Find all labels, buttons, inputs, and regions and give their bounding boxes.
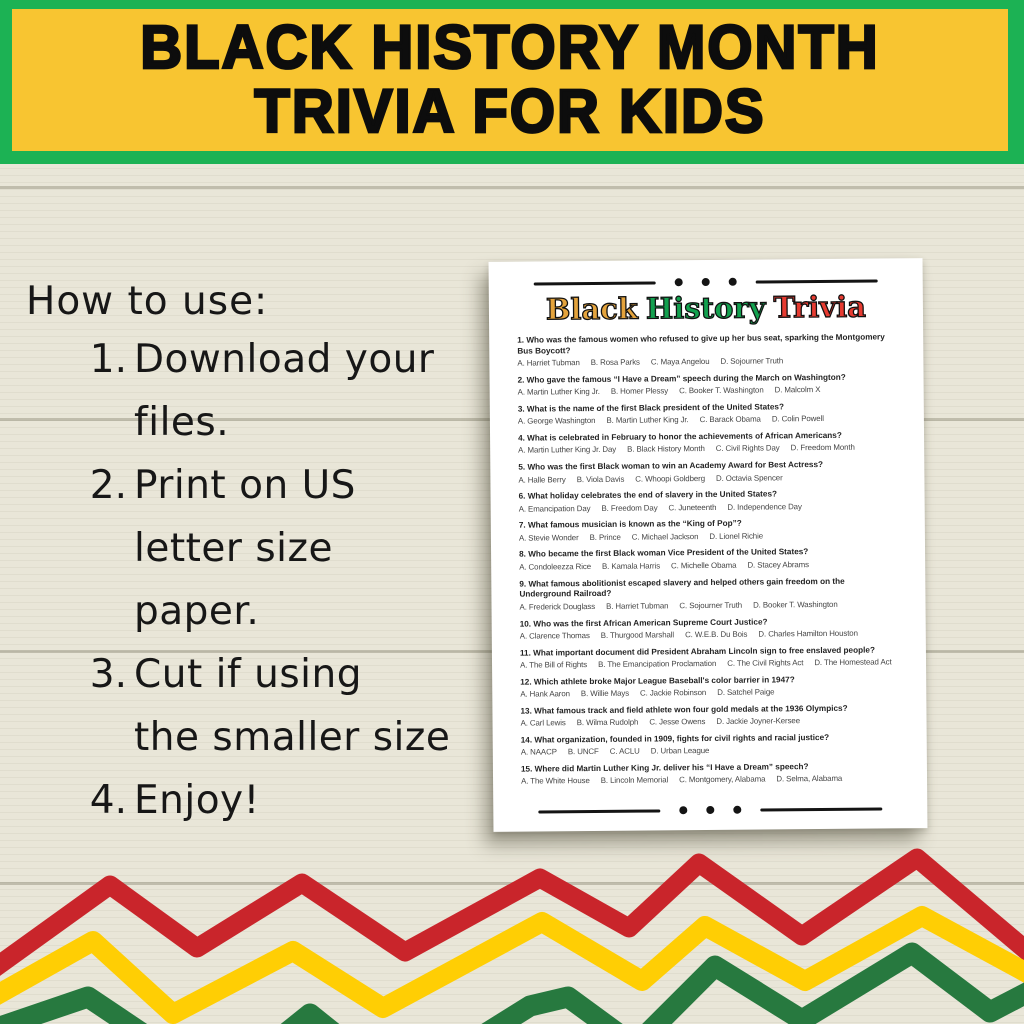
option: A. George Washington bbox=[517, 416, 596, 426]
option: D. Jackie Joyner-Kersee bbox=[716, 716, 801, 727]
question-text: 10. Who was the first African American Supreme Court Justice? bbox=[519, 616, 768, 629]
option: D. Lionel Richie bbox=[709, 531, 764, 541]
option: C. Michelle Obama bbox=[670, 560, 737, 571]
worksheet-paper bbox=[489, 258, 928, 832]
options-row bbox=[517, 356, 895, 370]
ornament-top bbox=[525, 276, 887, 287]
option: A. The White House bbox=[521, 776, 590, 786]
instruction-line: Enjoy! bbox=[134, 778, 260, 823]
instruction-line: letter size bbox=[134, 526, 333, 571]
instruction-lines bbox=[134, 643, 450, 769]
question-text: 6. What holiday celebrates the end of slavery in the United States? bbox=[518, 489, 778, 501]
instruction-item bbox=[26, 328, 496, 454]
instruction-line: files. bbox=[134, 400, 230, 445]
ornament-dot bbox=[733, 806, 741, 814]
option: C. ACLU bbox=[609, 746, 640, 757]
options-row bbox=[518, 385, 896, 399]
ornament-dot bbox=[675, 278, 683, 286]
option: B. Kamala Harris bbox=[601, 561, 661, 571]
options-row bbox=[520, 686, 898, 700]
question-text: 12. Which athlete broke Major League Baseball's color barrier in 1947? bbox=[520, 674, 795, 687]
options-row bbox=[521, 774, 899, 788]
options-row bbox=[519, 501, 897, 515]
option: A. Halle Berry bbox=[518, 474, 566, 485]
option: C. Montgomery, Alabama bbox=[679, 774, 766, 785]
instructions bbox=[26, 276, 496, 832]
option: D. Colin Powell bbox=[771, 414, 824, 424]
ornament-dot bbox=[729, 278, 737, 286]
instruction-line: Download your bbox=[134, 337, 435, 382]
question-block bbox=[519, 576, 897, 613]
instruction-line: Cut if using bbox=[134, 652, 362, 697]
option: B. Willie Mays bbox=[580, 688, 630, 699]
option: A. Condoleezza Rice bbox=[519, 561, 592, 572]
option: B. Prince bbox=[589, 532, 621, 542]
title-banner bbox=[0, 0, 1024, 164]
options-row bbox=[518, 443, 896, 457]
option: A. Martin Luther King Jr. Day bbox=[518, 445, 617, 456]
option: C. Barack Obama bbox=[699, 414, 761, 425]
ornament-dot bbox=[706, 806, 714, 814]
option: D. Malcolm X bbox=[774, 385, 821, 395]
option: D. Freedom Month bbox=[790, 443, 855, 453]
ornament-dot bbox=[702, 278, 710, 286]
option: A. Frederick Douglass bbox=[519, 601, 596, 612]
question-text: 1. Who was the famous women who refused to give up her bus seat, sparking the Montgomery Bus Boycott? bbox=[517, 332, 885, 356]
options-row bbox=[519, 559, 897, 573]
instruction-number: 3. bbox=[89, 652, 127, 697]
instruction-line: paper. bbox=[134, 589, 260, 634]
option: D. Independence Day bbox=[727, 501, 802, 512]
question-block bbox=[520, 616, 898, 642]
option: C. Jesse Owens bbox=[649, 717, 706, 727]
option: A. NAACP bbox=[520, 747, 557, 757]
question-text: 13. What famous track and field athlete won four gold medals at the 1936 Olympics? bbox=[520, 703, 848, 716]
instruction-line: Print on US bbox=[134, 463, 356, 508]
option: A. Carl Lewis bbox=[520, 718, 566, 728]
option: B. Rosa Parks bbox=[590, 357, 640, 368]
question-block bbox=[520, 674, 898, 700]
instruction-lines bbox=[134, 454, 356, 643]
question-block bbox=[518, 430, 896, 456]
title-word: Trivia bbox=[773, 289, 867, 325]
option: A. Stevie Wonder bbox=[518, 532, 579, 543]
option: B. Black History Month bbox=[627, 444, 705, 455]
option: B. UNCF bbox=[567, 747, 599, 757]
option: C. Juneteenth bbox=[668, 502, 717, 512]
question-block bbox=[519, 518, 897, 544]
question-text: 5. Who was the first Black woman to win an Academy Award for Best Actress? bbox=[518, 460, 824, 472]
option: D. The Homestead Act bbox=[814, 657, 892, 667]
question-block bbox=[517, 332, 895, 369]
option: A. Harriet Tubman bbox=[517, 358, 580, 368]
option: B. Viola Davis bbox=[576, 474, 625, 484]
ornament-line bbox=[534, 281, 656, 285]
option: D. Urban League bbox=[650, 746, 710, 756]
title-word: History bbox=[645, 290, 766, 326]
option: A. The Bill of Rights bbox=[520, 659, 588, 670]
red-wave bbox=[0, 858, 1024, 975]
option: D. Satchel Paige bbox=[717, 687, 775, 697]
option: B. The Emancipation Proclamation bbox=[598, 658, 717, 669]
option: B. Homer Plessy bbox=[610, 386, 669, 397]
question-text: 8. Who became the first Black woman Vice President of the United States? bbox=[519, 547, 809, 560]
question-text: 15. Where did Martin Luther King Jr. deliver his “I Have a Dream” speech? bbox=[520, 762, 809, 774]
instructions-list bbox=[26, 328, 496, 832]
option: A. Emancipation Day bbox=[518, 503, 591, 514]
yellow-wave bbox=[0, 916, 1024, 1014]
instruction-number: 1. bbox=[89, 337, 127, 382]
question-text: 3. What is the name of the first Black president of the United States? bbox=[517, 402, 784, 414]
option: D. Octavia Spencer bbox=[715, 472, 783, 483]
option: B. Harriet Tubman bbox=[606, 601, 669, 611]
green-wave bbox=[0, 953, 1024, 1024]
question-block bbox=[518, 460, 896, 486]
question-text: 4. What is celebrated in February to honor the achievements of African Americans? bbox=[518, 430, 842, 443]
question-text: 14. What organization, founded in 1909, fights for civil rights and racial justice? bbox=[520, 732, 830, 745]
option: D. Booker T. Washington bbox=[753, 599, 838, 610]
question-block bbox=[518, 401, 896, 427]
question-block bbox=[521, 732, 899, 758]
banner-title-line2: TRIVIA FOR KIDS bbox=[254, 77, 766, 146]
option: D. Charles Hamilton Houston bbox=[758, 628, 858, 639]
option: B. Martin Luther King Jr. bbox=[606, 415, 689, 426]
ornament-line bbox=[538, 809, 660, 813]
option: C. Civil Rights Day bbox=[715, 443, 780, 454]
instruction-item bbox=[26, 454, 496, 643]
instruction-number: 4. bbox=[89, 778, 127, 823]
worksheet-title bbox=[517, 287, 895, 328]
instruction-item bbox=[26, 643, 496, 769]
option: A. Martin Luther King Jr. bbox=[517, 387, 600, 397]
option: D. Sojourner Truth bbox=[720, 356, 784, 367]
option: B. Lincoln Memorial bbox=[600, 775, 669, 786]
question-text: 2. Who gave the famous “I Have a Dream” speech during the March on Washington? bbox=[517, 372, 846, 385]
options-row bbox=[518, 414, 896, 428]
instruction-lines bbox=[134, 769, 260, 832]
question-text: 7. What famous musician is known as the “King of Pop”? bbox=[518, 519, 742, 531]
ornament-line bbox=[760, 807, 882, 811]
options-row bbox=[521, 745, 899, 759]
questions-container bbox=[517, 332, 899, 807]
options-row bbox=[518, 472, 896, 486]
options-row bbox=[519, 599, 897, 613]
option: A. Hank Aaron bbox=[520, 689, 570, 699]
instruction-number: 2. bbox=[89, 463, 127, 508]
option: D. Stacey Abrams bbox=[747, 559, 810, 570]
question-block bbox=[520, 703, 898, 729]
option: C. W.E.B. Du Bois bbox=[685, 629, 748, 640]
option: D. Selma, Alabama bbox=[776, 774, 843, 784]
option: C. The Civil Rights Act bbox=[727, 658, 804, 668]
option: C. Sojourner Truth bbox=[679, 600, 743, 610]
options-row bbox=[520, 657, 898, 671]
banner-title-line1: BLACK HISTORY MONTH bbox=[140, 13, 880, 82]
instruction-lines bbox=[134, 328, 434, 454]
question-block bbox=[519, 489, 897, 515]
question-block bbox=[518, 372, 896, 398]
option: B. Freedom Day bbox=[601, 503, 658, 513]
option: A. Clarence Thomas bbox=[519, 630, 590, 641]
title-word: Black bbox=[545, 291, 639, 327]
option: C. Jackie Robinson bbox=[639, 688, 707, 698]
instruction-line: the smaller size bbox=[134, 715, 451, 760]
option: B. Wilma Rudolph bbox=[576, 717, 639, 728]
options-row bbox=[519, 530, 897, 544]
instruction-item bbox=[26, 769, 496, 832]
question-text: 11. What important document did President Abraham Lincoln sign to free enslaved people? bbox=[519, 645, 875, 658]
title-banner-inner bbox=[12, 9, 1008, 151]
option: B. Thurgood Marshall bbox=[600, 630, 675, 640]
options-row bbox=[520, 628, 898, 642]
question-block bbox=[520, 645, 898, 671]
instructions-heading: How to use: bbox=[26, 279, 269, 324]
option: C. Booker T. Washington bbox=[679, 385, 764, 396]
question-text: 9. What famous abolitionist escaped slavery and helped others gain freedom on the Underground Railroad? bbox=[519, 576, 845, 600]
question-block bbox=[521, 761, 899, 787]
ornament-dot bbox=[679, 806, 687, 814]
ornament-line bbox=[756, 279, 878, 283]
option: C. Whoopi Goldberg bbox=[635, 473, 706, 484]
option: C. Maya Angelou bbox=[650, 357, 710, 367]
options-row bbox=[521, 715, 899, 729]
option: C. Michael Jackson bbox=[631, 531, 699, 542]
question-block bbox=[519, 547, 897, 573]
